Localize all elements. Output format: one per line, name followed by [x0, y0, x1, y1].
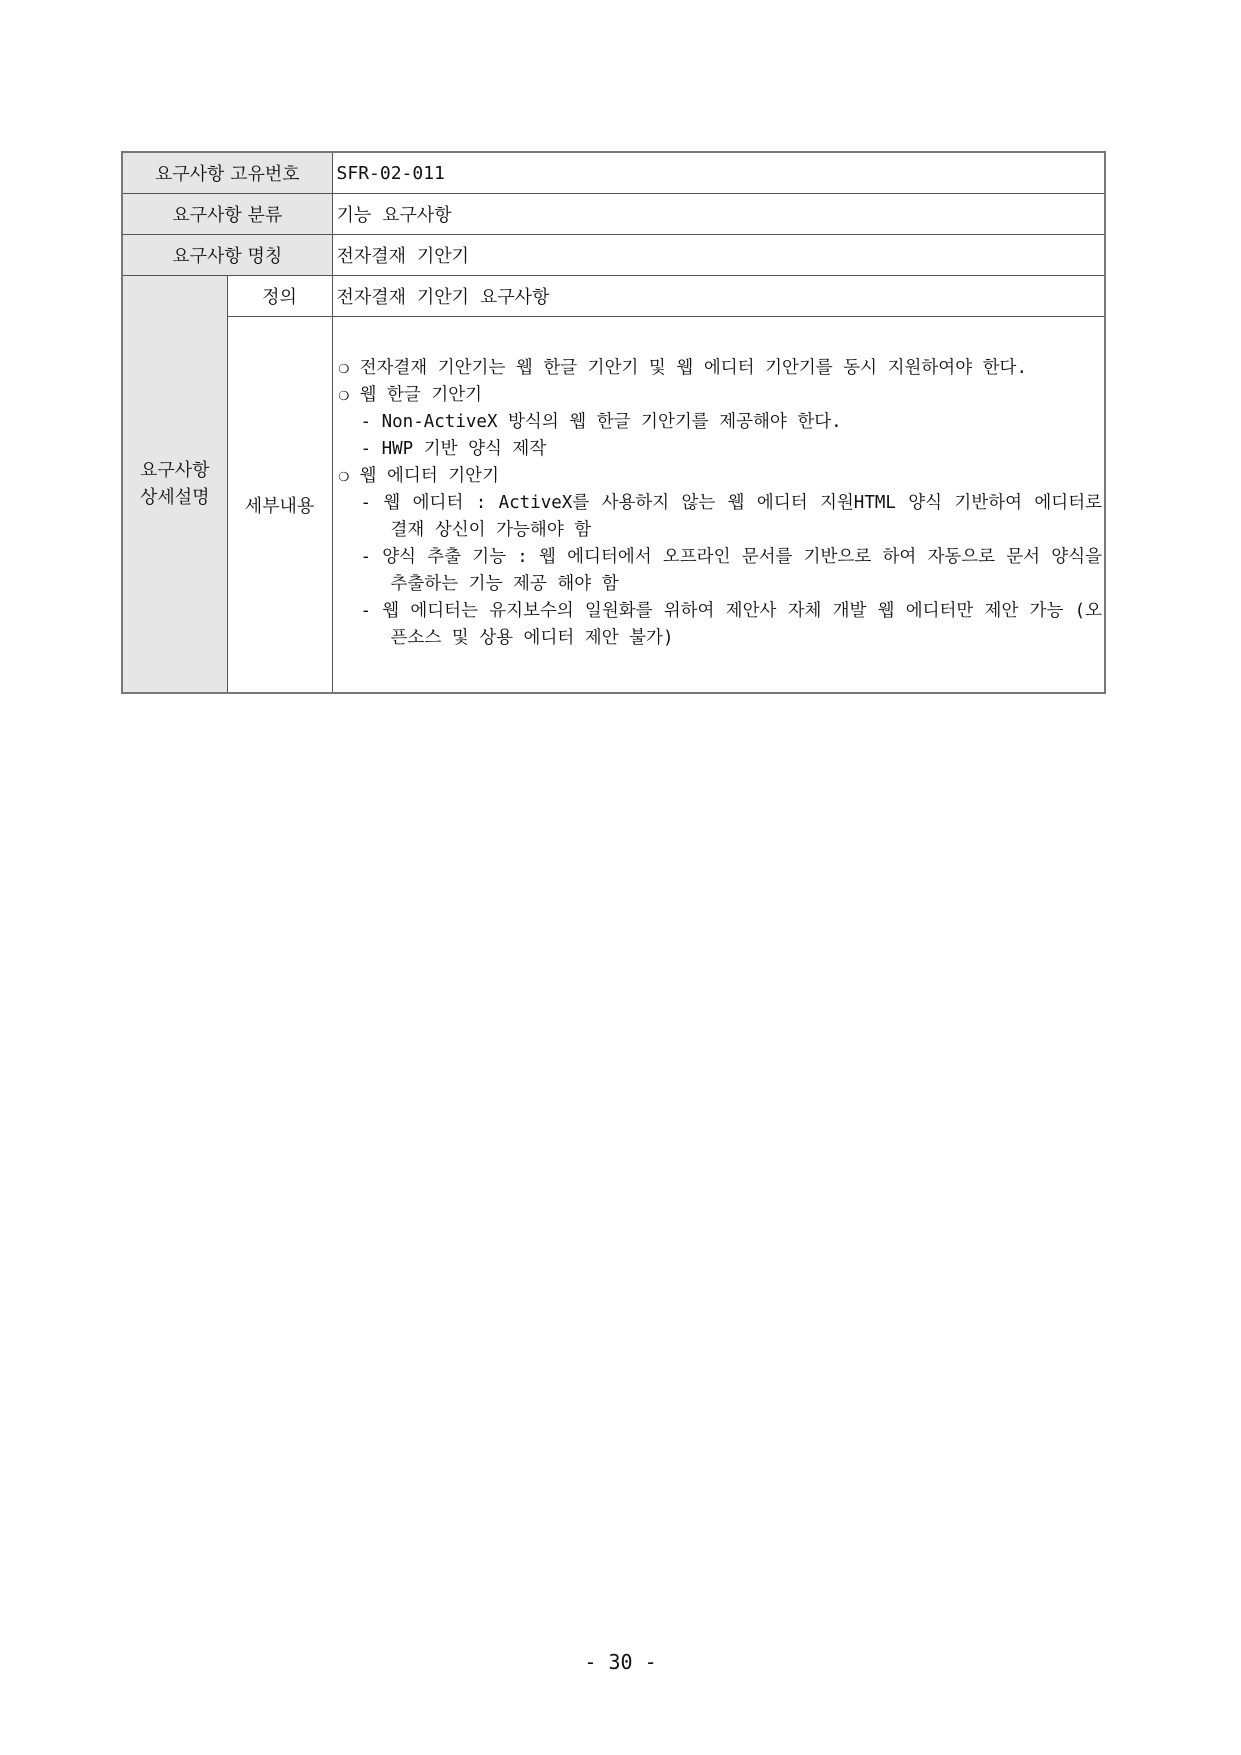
- row-details: [122, 317, 1105, 694]
- requirement-name-label: 요구사항 명칭: [122, 235, 332, 276]
- row-requirement-id: [122, 152, 1105, 194]
- requirement-category-label: 요구사항 분류: [122, 194, 332, 235]
- definition-label: 정의: [227, 276, 332, 317]
- details-content: [332, 317, 1113, 694]
- detail-line: - Non-ActiveX 방식의 웹 한글 기안기를 제공해야 한다.: [360, 412, 842, 432]
- page-number: - 30 -: [584, 1650, 657, 1674]
- requirement-detail-label-line1: 요구사항: [139, 460, 210, 481]
- detail-line: - 웹 에디터 : ActiveX를 사용하지 않는 웹 에디터 지원HTML 양식 기반하여 에디터로 결재 상신이 가능해야 함: [360, 493, 1113, 540]
- detail-line: - 웹 에디터는 유지보수의 일원화를 위하여 제안사 자체 개발 웹 에디터만 제안 가능 (오픈소스 및 상용 에디터 제안 불가): [360, 601, 1103, 648]
- requirement-detail-label-line2: 상세설명: [139, 487, 210, 508]
- detail-line: ❍ 웹 에디터 기안기: [338, 466, 499, 486]
- detail-line: ❍ 전자결재 기안기는 웹 한글 기안기 및 웹 에디터 기안기를 동시 지원하여야 한다.: [338, 358, 1027, 378]
- row-definition: [122, 276, 1105, 317]
- details-label: 세부내용: [227, 317, 332, 694]
- detail-line: - HWP 기반 양식 제작: [360, 439, 547, 459]
- detail-line: ❍ 웹 한글 기안기: [338, 385, 483, 405]
- requirement-detail-label: [122, 276, 227, 694]
- definition-value: 전자결재 기안기 요구사항: [332, 276, 1105, 317]
- requirement-id-label: 요구사항 고유번호: [122, 152, 332, 194]
- requirement-table: [121, 151, 1113, 694]
- row-requirement-name: [122, 235, 1105, 276]
- row-requirement-category: [122, 194, 1105, 235]
- detail-line: - 양식 추출 기능 : 웹 에디터에서 오프라인 문서를 기반으로 하여 자동으로 문서 양식을 추출하는 기능 제공 해야 함: [360, 547, 1113, 594]
- requirement-id-value: SFR-02-011: [332, 152, 1105, 194]
- requirement-category-value: 기능 요구사항: [332, 194, 1105, 235]
- requirement-name-value: 전자결재 기안기: [332, 235, 1105, 276]
